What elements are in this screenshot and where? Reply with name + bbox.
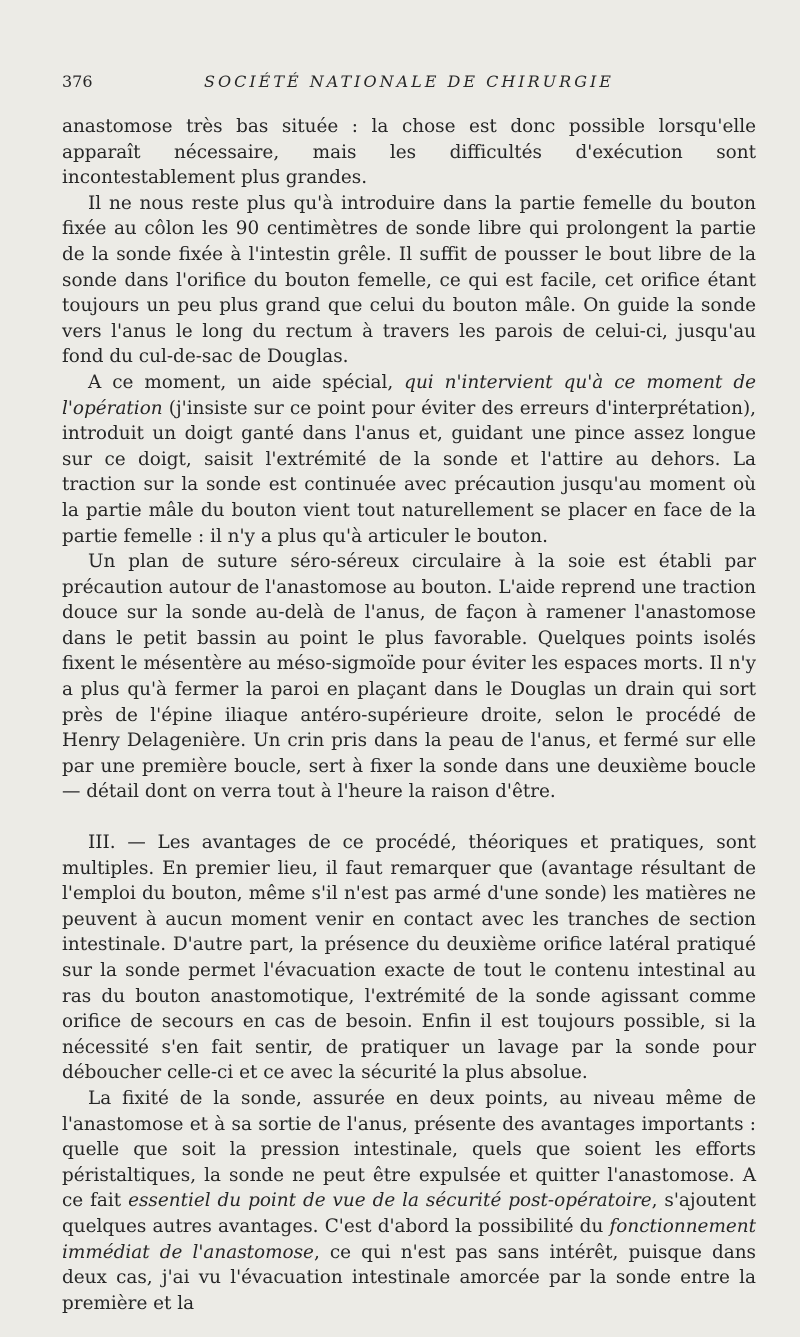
paragraph-3 — [62, 370, 756, 549]
paragraph-1: anastomose très bas située : la chose est donc possible lorsqu'elle apparaît nécessaire, mais les difficultés d'exécution sont incontestablement plus grandes. — [62, 116, 756, 189]
paragraph-6-text-e: , ce qui n'est pas sans intérêt, puisque dans deux cas, j'ai vu l'évacuation intestinale amorcée par la sonde entre la première et la — [62, 1241, 756, 1314]
page-number: 376 — [62, 72, 93, 91]
paragraph-4: Un plan de suture séro-séreux circulaire à la soie est établi par précaution autour de l'anastomose au bouton. L'aide reprend une traction douce sur la sonde au-delà de l'anus, de façon à ramener l'anastomose dans le petit bassin au point le plus favorable. Quelques points isolés fixent le mésentère au méso-sigmoïde pour éviter les espaces morts. Il n'y a plus qu'à fermer la paroi en plaçant dans le Douglas un drain qui sort près de l'épine iliaque antéro-supérieure droite, selon le procédé de Henry Delagenière. Un crin pris dans la peau de l'anus, et fermé sur elle par une première boucle, sert à fixer la sonde dans une deuxième boucle — détail dont on verra tout à l'heure la raison d'être. — [62, 551, 756, 803]
paragraph-6-emphasis-2: fonctionnement immédiat de l'anastomose — [62, 1215, 756, 1263]
body-text — [62, 114, 756, 1316]
paragraph-3-emphasis: qui n'intervient qu'à ce moment de l'opération — [62, 371, 756, 419]
paragraph-3-text-a: A ce moment, un aide spécial, — [88, 371, 405, 393]
running-title: SOCIÉTÉ NATIONALE DE CHIRURGIE — [204, 72, 614, 91]
paragraph-2: Il ne nous reste plus qu'à introduire dans la partie femelle du bouton fixée au côlon les 90 centimètres de sonde libre qui prolongent la partie de la sonde fixée à l'intestin grêle. Il suffit de pousser le bout libre de la sonde dans l'orifice du bouton femelle, ce qui est facile, cet orifice étant toujours un peu plus grand que celui du bouton mâle. On guide la sonde vers l'anus le long du rectum à travers les parois de celui-ci, jusqu'au fond du cul-de-sac de Douglas. — [62, 192, 756, 368]
paragraph-6-emphasis-1: essentiel du point de vue de la sécurité post-opératoire — [128, 1190, 652, 1212]
paragraph-3-text-c: (j'insiste sur ce point pour éviter des erreurs d'interprétation), introduit un doigt ganté dans l'anus et, guidant une pince assez longue sur ce doigt, saisit l'extrémité de la sonde et l'attire au dehors. La traction sur la sonde est continuée avec précaution jusqu'au moment où la partie mâle du bouton vient tout naturellement se placer en face de la partie femelle : il n'y a plus qu'à articuler le bouton. — [62, 397, 756, 547]
paragraph-5-section-iii: III. — Les avantages de ce procédé, théoriques et pratiques, sont multiples. En premier lieu, il faut remarquer que (avantage résultant de l'emploi du bouton, même s'il n'est pas armé d'une sonde) les matières ne peuvent à aucun moment venir en contact avec les tranches de section intestinale. D'autre part, la présence du deuxième orifice latéral pratiqué sur la sonde permet l'évacuation exacte de tout le contenu intestinal au ras du bouton anastomotique, l'extrémité de la sonde agissant comme orifice de secours en cas de besoin. Enfin il est toujours possible, si la nécessité s'en fait sentir, de pratiquer un lavage par la sonde pour déboucher celle-ci et ce avec la sécurité la plus absolue. — [62, 832, 756, 1084]
paragraph-6-text-a: La fixité de la sonde, assurée en deux points, au niveau même de l'anastomose et à sa sortie de l'anus, présente des avantages importants : quelle que soit la pression intestinale, quels que soient les efforts péristaltiques, la sonde ne peut être expulsée et quitter l'anastomose. A ce fait — [62, 1087, 756, 1212]
paragraph-6-text-c: , s'ajoutent quelques autres avantages. C'est d'abord la possibilité du — [62, 1190, 756, 1237]
page-header — [62, 72, 756, 96]
paragraph-6 — [62, 1086, 756, 1316]
